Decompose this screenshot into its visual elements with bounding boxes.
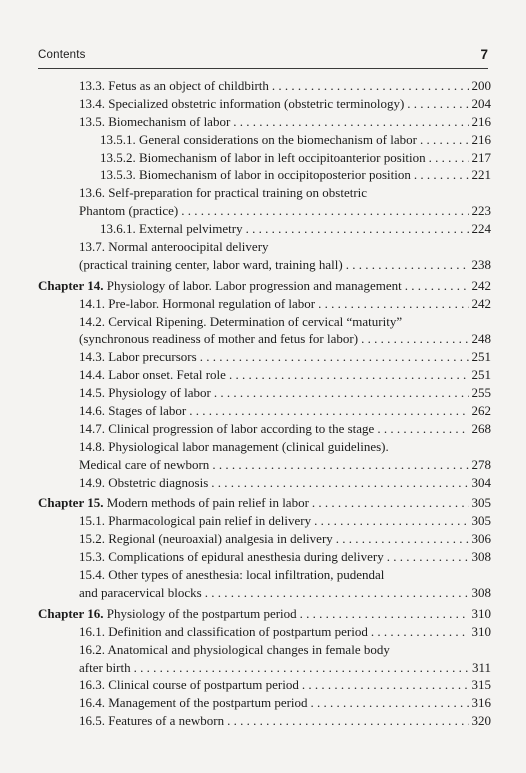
toc-entry-title: 15.2. Regional (neuroaxial) analgesia in delivery — [79, 531, 333, 547]
toc-entry-title: Phantom (practice) — [79, 203, 179, 219]
toc-entry — [38, 384, 491, 402]
toc-entry-title: 13.5.1. General considerations on the biomechanism of labor — [100, 131, 417, 147]
toc-page-number: 224 — [471, 221, 491, 237]
toc-entry-title — [38, 494, 309, 512]
chapter-label: Chapter 16. — [38, 605, 104, 621]
toc-entry-title: 13.5.2. Biomechanism of labor in left occipitoanterior position — [100, 149, 426, 165]
toc-entry — [38, 238, 491, 256]
dot-leader — [229, 366, 469, 384]
toc-page-number: 305 — [471, 495, 491, 511]
toc-entry — [38, 659, 491, 677]
toc-page-number: 268 — [471, 420, 491, 436]
toc-entry-title: 13.7. Normal anteroocipital delivery — [79, 239, 269, 255]
toc-entry-title: 14.7. Clinical progression of labor according to the stage — [79, 420, 375, 436]
toc-page-number: 251 — [471, 349, 491, 365]
dot-leader — [371, 623, 469, 641]
chapter-title: Modern methods of pain relief in labor — [106, 495, 309, 511]
dot-leader — [300, 605, 469, 623]
page-number: 7 — [480, 47, 488, 62]
dot-leader — [318, 295, 468, 313]
toc-page-number: 255 — [471, 385, 491, 401]
chapter-title: Physiology of the postpartum period — [106, 605, 297, 621]
toc-entry-title: (synchronous readiness of mother and fetus for labor) — [79, 331, 359, 347]
toc-entry — [38, 530, 491, 548]
toc-page-number: 217 — [471, 149, 491, 165]
dot-leader — [200, 348, 469, 366]
toc-page-number: 216 — [471, 131, 491, 147]
dot-leader — [134, 659, 469, 677]
toc-entry-title: 16.2. Anatomical and physiological changes in female body — [79, 641, 390, 657]
toc-page-number: 204 — [471, 95, 491, 111]
dot-leader — [227, 712, 468, 730]
toc-page-number: 316 — [471, 695, 491, 711]
toc-entry — [38, 712, 491, 730]
toc-entry-title: 14.9. Obstetric diagnosis — [79, 474, 209, 490]
toc-entry — [38, 548, 491, 566]
toc-page-number: 248 — [471, 331, 491, 347]
chapter-label: Chapter 14. — [38, 277, 104, 293]
dot-leader — [205, 584, 469, 602]
toc-entry — [38, 566, 491, 584]
toc-page-number: 278 — [471, 456, 491, 472]
dot-leader — [272, 77, 469, 95]
toc-entry-title: 15.4. Other types of anesthesia: local infiltration, pudendal — [79, 567, 385, 583]
dot-leader — [311, 694, 469, 712]
toc-entry-title: and paracervical blocks — [79, 584, 202, 600]
toc-entry — [38, 166, 491, 184]
toc-entry — [38, 149, 491, 167]
dot-leader — [212, 456, 468, 474]
toc-entry-title: 14.1. Pre-labor. Hormonal regulation of labor — [79, 295, 316, 311]
dot-leader — [377, 420, 468, 438]
dot-leader — [407, 95, 468, 113]
toc-entry-title: 14.4. Labor onset. Fetal role — [79, 367, 226, 383]
toc-entry-title: 13.4. Specialized obstetric information (obstetric terminology) — [79, 95, 405, 111]
toc-entry-title: 14.2. Cervical Ripening. Determination of cervical “maturity” — [79, 313, 403, 329]
toc-entry — [38, 438, 491, 456]
chapter-label: Chapter 15. — [38, 495, 104, 511]
toc-entry-title: Medical care of newborn — [79, 456, 210, 472]
toc-entry — [38, 220, 491, 238]
dot-leader — [246, 220, 469, 238]
toc-entry-title — [38, 605, 297, 623]
toc-entry — [38, 77, 491, 95]
toc-page-number: 200 — [471, 78, 491, 93]
toc-page-number: 262 — [471, 403, 491, 419]
toc-chapter-entry — [38, 605, 491, 623]
toc-entry-title: 14.6. Stages of labor — [79, 403, 187, 419]
table-of-contents — [38, 77, 491, 730]
toc-entry-title — [38, 277, 402, 295]
toc-page-number: 216 — [471, 113, 491, 129]
dot-leader — [420, 131, 469, 149]
toc-entry-title: after birth — [79, 659, 131, 675]
toc-entry — [38, 113, 491, 131]
toc-entry — [38, 456, 491, 474]
toc-entry — [38, 402, 491, 420]
dot-leader — [361, 330, 468, 348]
dot-leader — [181, 202, 468, 220]
toc-entry-title: 13.6. Self-preparation for practical training on obstetric — [79, 185, 368, 201]
toc-page-number: 308 — [471, 584, 491, 600]
toc-entry-title: 16.5. Features of a newborn — [79, 713, 225, 729]
dot-leader — [387, 548, 469, 566]
dot-leader — [211, 474, 468, 492]
dot-leader — [233, 113, 468, 131]
toc-page-number: 308 — [471, 549, 491, 565]
toc-entry — [38, 584, 491, 602]
toc-entry-title: (practical training center, labor ward, training hall) — [79, 256, 343, 272]
toc-entry-title: 16.4. Management of the postpartum period — [79, 695, 308, 711]
dot-leader — [302, 676, 469, 694]
toc-entry — [38, 295, 491, 313]
toc-entry-title: 13.3. Fetus as an object of childbirth — [79, 78, 269, 93]
toc-entry-title: 16.3. Clinical course of postpartum period — [79, 677, 299, 693]
toc-entry-title: 13.5. Biomechanism of labor — [79, 113, 231, 129]
toc-entry-title: 13.6.1. External pelvimetry — [100, 221, 243, 237]
toc-entry — [38, 256, 491, 274]
dot-leader — [429, 149, 469, 167]
toc-entry — [38, 474, 491, 492]
toc-entry — [38, 348, 491, 366]
toc-page-number: 242 — [471, 277, 491, 293]
toc-page-number: 223 — [471, 203, 491, 219]
toc-chapter-entry — [38, 277, 491, 295]
toc-entry — [38, 330, 491, 348]
dot-leader — [314, 512, 468, 530]
toc-entry — [38, 131, 491, 149]
dot-leader — [405, 277, 469, 295]
toc-page-number: 238 — [471, 256, 491, 272]
toc-page-number: 310 — [471, 623, 491, 639]
toc-page-number: 305 — [471, 513, 491, 529]
toc-entry — [38, 641, 491, 659]
toc-entry — [38, 694, 491, 712]
toc-entry-title: 14.3. Labor precursors — [79, 349, 197, 365]
toc-entry — [38, 95, 491, 113]
toc-entry — [38, 420, 491, 438]
toc-entry-title: 14.5. Physiology of labor — [79, 385, 211, 401]
toc-entry — [38, 202, 491, 220]
toc-page-number: 311 — [471, 659, 491, 675]
toc-page-number: 310 — [471, 605, 491, 621]
toc-entry-title: 14.8. Physiological labor management (clinical guidelines). — [79, 438, 389, 454]
toc-entry — [38, 512, 491, 530]
toc-entry — [38, 676, 491, 694]
toc-entry-title: 16.1. Definition and classification of postpartum period — [79, 623, 368, 639]
toc-page-number: 221 — [471, 167, 491, 183]
toc-page-number: 304 — [471, 474, 491, 490]
dot-leader — [214, 384, 469, 402]
toc-entry — [38, 313, 491, 331]
toc-page-number: 320 — [471, 713, 491, 729]
toc-entry-title: 15.1. Pharmacological pain relief in delivery — [79, 513, 312, 529]
chapter-title: Physiology of labor. Labor progression and management — [106, 277, 402, 293]
dot-leader — [312, 494, 469, 512]
dot-leader — [346, 256, 469, 274]
header-title: Contents — [38, 49, 86, 61]
toc-entry — [38, 623, 491, 641]
toc-page-number: 315 — [471, 677, 491, 693]
toc-chapter-entry — [38, 494, 491, 512]
toc-page-number: 306 — [471, 531, 491, 547]
dot-leader — [336, 530, 469, 548]
toc-page-number: 242 — [471, 295, 491, 311]
toc-page-number: 251 — [471, 367, 491, 383]
dot-leader — [414, 166, 469, 184]
dot-leader — [189, 402, 468, 420]
toc-entry-title: 13.5.3. Biomechanism of labor in occipitoposterior position — [100, 167, 411, 183]
toc-entry — [38, 366, 491, 384]
toc-entry-title: 15.3. Complications of epidural anesthesia during delivery — [79, 549, 384, 565]
running-header — [38, 48, 488, 69]
toc-entry — [38, 184, 491, 202]
